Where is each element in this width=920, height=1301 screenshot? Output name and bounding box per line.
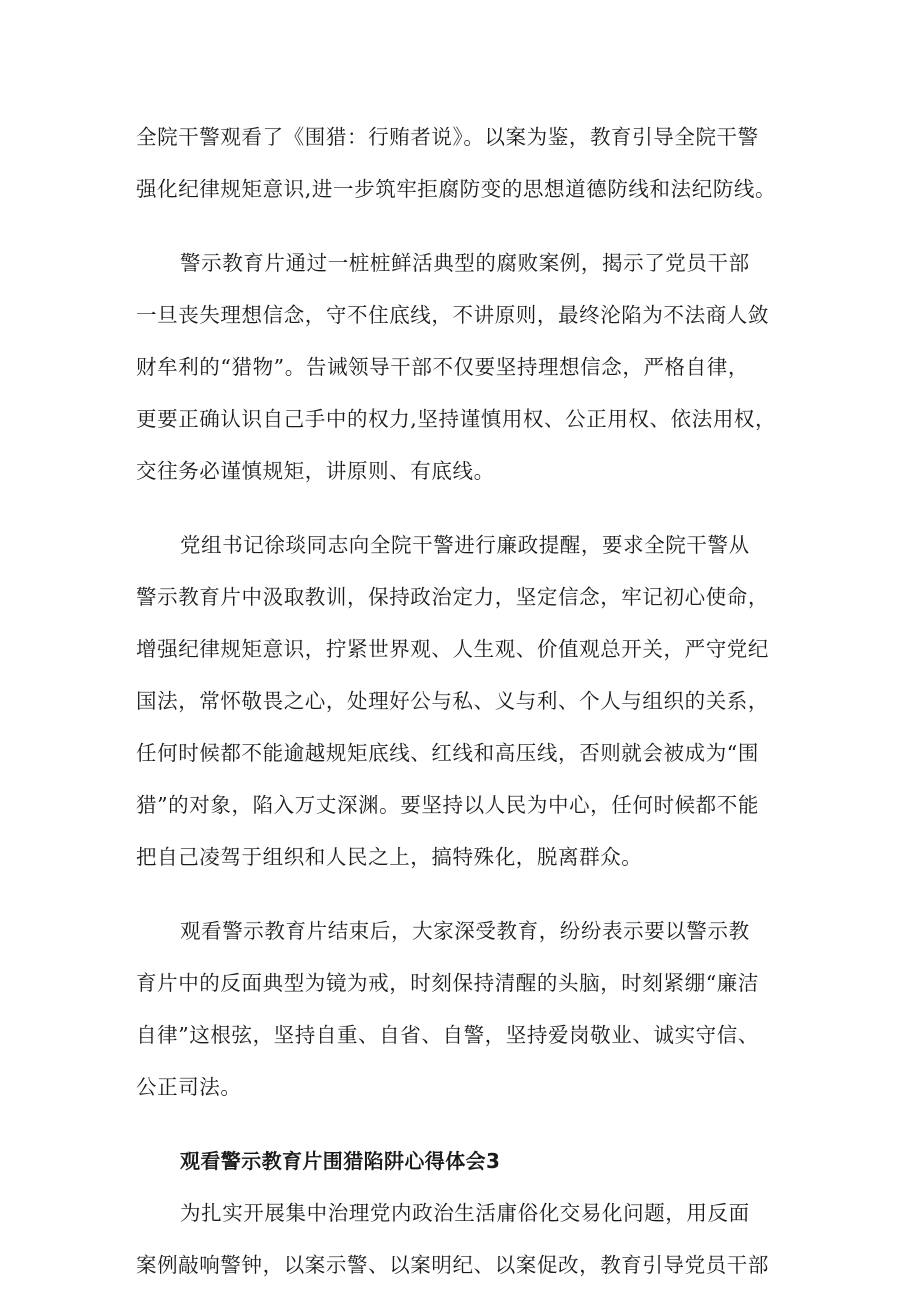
text-line: 警示教育片通过一桩桩鲜活典型的腐败案例，揭示了党员干部 xyxy=(180,251,750,275)
text-line: 自律”这根弦，坚持自重、自省、自警，坚持爱岗敬业、诚实守信、 xyxy=(136,1023,759,1047)
paragraph-5 xyxy=(136,1187,800,1291)
text-line: 把自己凌驾于组织和人民之上，搞特殊化，脱离群众。 xyxy=(136,845,643,869)
text-line: 公正司法。 xyxy=(136,1075,242,1099)
text-line: 观看警示教育片结束后，大家深受教育，纷纷表示要以警示教 xyxy=(180,919,750,943)
text-line: 猎”的对象，陷入万丈深渊。要坚持以人民为中心，任何时候都不能 xyxy=(136,793,759,817)
text-line: 党组书记徐琰同志向全院干警进行廉政提醒，要求全院干警从 xyxy=(180,533,750,557)
text-line: 国法，常怀敬畏之心，处理好公与私、义与利、个人与组织的关系， xyxy=(136,689,769,713)
paragraph-1 xyxy=(136,111,800,215)
paragraph-3 xyxy=(136,519,800,883)
text-line: 育片中的反面典型为镜为戒，时刻保持清醒的头脑，时刻紧绷“廉洁 xyxy=(136,971,759,995)
text-line: 任何时候都不能逾越规矩底线、红线和高压线，否则就会被成为“围 xyxy=(136,741,759,765)
paragraph-4 xyxy=(136,905,800,1113)
text-line: 交往务必谨慎规矩，讲原则、有底线。 xyxy=(136,459,495,483)
text-line: 强化纪律规矩意识,进一步筑牢拒腐防变的思想道德防线和法纪防线。 xyxy=(136,177,777,201)
paragraph-2 xyxy=(136,237,800,497)
text-line: 全院干警观看了《围猎：行贿者说》。以案为鉴，教育引导全院干警 xyxy=(136,125,759,149)
text-line: 增强纪律规矩意识，拧紧世界观、人生观、价值观总开关，严守党纪 xyxy=(136,637,769,661)
text-line: 案例敲响警钟，以案示警、以案明纪、以案促改，教育引导党员干部 xyxy=(136,1253,769,1277)
text-line: 为扎实开展集中治理党内政治生活庸俗化交易化问题，用反面 xyxy=(180,1201,750,1225)
text-line: 警示教育片中汲取教训，保持政治定力，坚定信念，牢记初心使命， xyxy=(136,585,769,609)
text-line: 一旦丧失理想信念，守不住底线，不讲原则，最终沦陷为不法商人敛 xyxy=(136,303,769,327)
text-line: 财牟利的“猎物”。告诫领导干部不仅要坚持理想信念，严格自律， xyxy=(136,355,749,379)
text-line: 更要正确认识自己手中的权力,坚持谨慎用权、公正用权、依法用权， xyxy=(136,407,777,431)
section-heading: 观看警示教育片围猎陷阱心得体会3 xyxy=(180,1149,501,1173)
